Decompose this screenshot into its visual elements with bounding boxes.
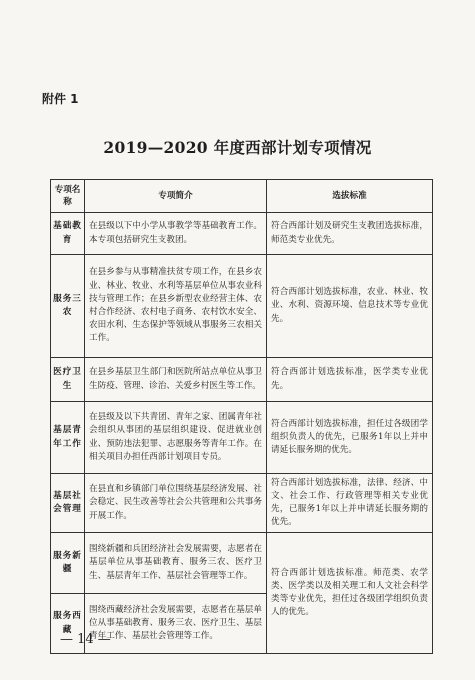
row-standard: 符合西部计划选拔标准，医学类专业优先。 xyxy=(267,358,433,402)
row-intro: 在县乡参与从事精准扶贫专项工作，在县乡农业、林业、牧业、水利等基层单位从事农业科技与管理工作；在县乡新型农业经营主体、农村合作经济、农村电子商务、农村饮水安全、农田水利、生态保护等领域从事服务三农相关工作。 xyxy=(85,255,267,358)
row-intro: 围绕新疆和兵团经济社会发展需要，志愿者在基层单位从事基础教育、服务三农、医疗卫生、基层青年工作、基层社会管理等工作。 xyxy=(85,533,267,594)
table-row xyxy=(51,358,433,402)
row-name: 医疗卫生 xyxy=(51,358,85,402)
row-name: 基层社会管理 xyxy=(51,474,85,533)
table-row xyxy=(51,402,433,474)
header-name: 专项名称 xyxy=(51,180,85,213)
program-table xyxy=(50,179,433,654)
table-row xyxy=(51,255,433,358)
row-standard: 符合西部计划选拔标准，农业、林业、牧业、水利、资源环境、信息技术等专业优先。 xyxy=(267,255,433,358)
row-intro: 在县乡基层卫生部门和医院所站点单位从事卫生防疫、管理、诊治、关爱乡村医生等工作。 xyxy=(85,358,267,402)
table-row xyxy=(51,533,433,594)
row-intro: 在县级及以下共青团、青年之家、团属青年社会组织从事团的基层组织建设、促进就业创业、预防违法犯罪、志愿服务等青年工作。在相关项目办担任西部计划项目专员。 xyxy=(85,402,267,474)
row-intro: 在县级以下中小学从事教学等基础教育工作。本专项包括研究生支教团。 xyxy=(85,213,267,255)
table-row xyxy=(51,474,433,533)
row-intro: 在县直和乡镇部门单位围绕基层经济发展、社会稳定、民生改善等社会公共管理和公共事务开展工作。 xyxy=(85,474,267,533)
row-intro: 围绕西藏经济社会发展需要，志愿者在基层单位从事基础教育、服务三农、医疗卫生、基层青年工作、基层社会管理等工作。 xyxy=(85,594,267,654)
table-row xyxy=(51,213,433,255)
document-title: 2019—2020 年度西部计划专项情况 xyxy=(103,138,372,157)
header-intro: 专项简介 xyxy=(85,180,267,213)
page-number: — 14 — xyxy=(60,632,111,647)
row-name: 服务西藏 xyxy=(51,594,85,654)
row-standard: 符合西部计划选拔标准，担任过各级团学组织负责人的优先，已服务1年以上并申请延长服务期的优先。 xyxy=(267,402,433,474)
row-standard: 符合西部计划选拔标准，法律、经济、中文、社会工作、行政管理等相关专业优先，已服务1年以上并申请延长服务期的优先。 xyxy=(267,474,433,533)
row-name: 服务三农 xyxy=(51,255,85,358)
row-standard: 符合西部计划选拔标准。师范类、农学类、医学类以及相关理工和人文社会科学类等专业优先，担任过各级团学组织负责人的优先。 xyxy=(267,533,433,654)
row-name: 服务新疆 xyxy=(51,533,85,594)
header-standard: 选拔标准 xyxy=(267,180,433,213)
row-name: 基层青年工作 xyxy=(51,402,85,474)
table-header-row xyxy=(51,180,433,213)
attachment-label: 附件 1 xyxy=(42,92,79,106)
row-standard: 符合西部计划及研究生支教团选拔标准，师范类专业优先。 xyxy=(267,213,433,255)
row-name: 基础教育 xyxy=(51,213,85,255)
